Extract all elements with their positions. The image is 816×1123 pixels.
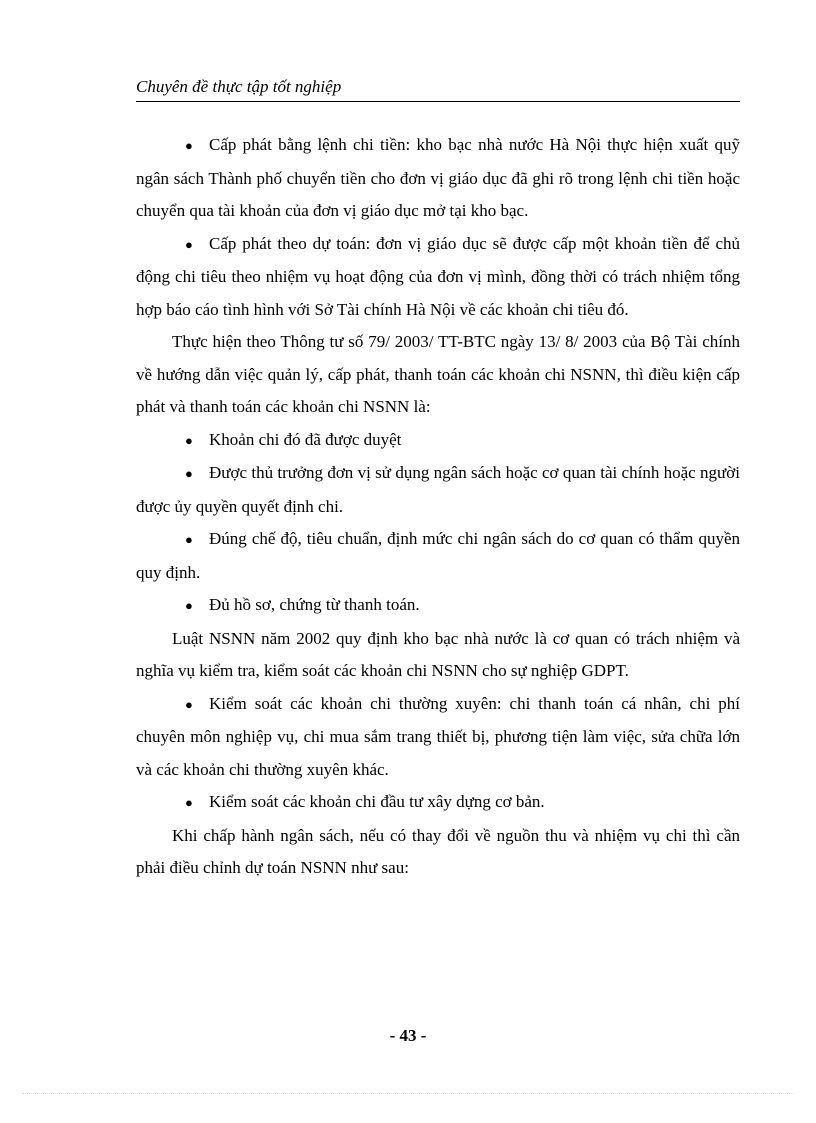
bullet-text: Kiểm soát các khoản chi đầu tư xây dựng cơ bản. [209, 792, 545, 811]
bullet-icon: ● [185, 138, 193, 153]
bullet-text: Cấp phát bằng lệnh chi tiền: kho bạc nhà nước Hà Nội thực hiện xuất quỹ ngân sách Thành phố chuyển tiền cho đơn vị giáo dục đã ghi rõ trong lệnh chi tiền hoặc chuyển qua tài khoản của đơn vị giáo dục mở tại kho bạc. [136, 135, 740, 220]
bullet-item [136, 688, 740, 787]
bullet-text: Được thủ trưởng đơn vị sử dụng ngân sách hoặc cơ quan tài chính hoặc người được ủy quyền quyết định chi. [136, 463, 740, 516]
bullet-text: Cấp phát theo dự toán: đơn vị giáo dục sẽ được cấp một khoản tiền để chủ động chi tiêu theo nhiệm vụ hoạt động của đơn vị mình, đồng thời có trách nhiệm tổng hợp báo cáo tình hình với Sở Tài chính Hà Nội về các khoản chi tiêu đó. [136, 233, 740, 319]
bullet-item [136, 786, 740, 820]
bullet-icon: ● [185, 236, 193, 252]
bullet-item [136, 589, 740, 623]
header-title: Chuyên đề thực tập tốt nghiệp [136, 77, 342, 96]
bullet-icon: ● [185, 696, 193, 712]
bullet-icon: ● [185, 532, 193, 547]
bullet-item [136, 228, 740, 327]
bullet-item [136, 424, 740, 458]
bullet-text: Đủ hồ sơ, chứng từ thanh toán. [209, 595, 420, 614]
page-bottom-divider [22, 1093, 794, 1094]
bullet-item [136, 523, 740, 589]
bullet-text: Kiểm soát các khoản chi thường xuyên: chi thanh toán cá nhân, chi phí chuyên môn nghiệp vụ, chi mua sắm trang thiết bị, phương tiện làm việc, sửa chữa lớn và các khoản chi thường xuyên khác. [136, 693, 740, 779]
paragraph: Luật NSNN năm 2002 quy định kho bạc nhà nước là cơ quan có trách nhiệm và nghĩa vụ kiểm tra, kiểm soát các khoản chi NSNN cho sự nghiệp GDPT. [136, 628, 740, 680]
bullet-icon: ● [185, 432, 193, 448]
paragraph: Khi chấp hành ngân sách, nếu có thay đổi về nguồn thu và nhiệm vụ chi thì cần phải điều chỉnh dự toán NSNN như sau: [136, 825, 740, 877]
page-number: - 43 - [389, 1026, 427, 1045]
bullet-item [136, 457, 740, 523]
page-header [136, 75, 740, 102]
bullet-text: Khoản chi đó đã được duyệt [209, 429, 402, 449]
bullet-icon: ● [185, 466, 193, 481]
bullet-icon: ● [185, 795, 193, 810]
paragraph: Thực hiện theo Thông tư số 79/ 2003/ TT-BTC ngày 13/ 8/ 2003 của Bộ Tài chính về hướng dẫn việc quản lý, cấp phát, thanh toán các khoản chi NSNN, thì điều kiện cấp phát và thanh toán các khoản chi NSNN là: [136, 332, 740, 416]
bullet-text: Đúng chế độ, tiêu chuẩn, định mức chi ngân sách do cơ quan có thẩm quyền quy định. [136, 529, 740, 582]
document-body [136, 129, 740, 885]
bullet-icon: ● [185, 598, 193, 613]
bullet-item [136, 129, 740, 228]
